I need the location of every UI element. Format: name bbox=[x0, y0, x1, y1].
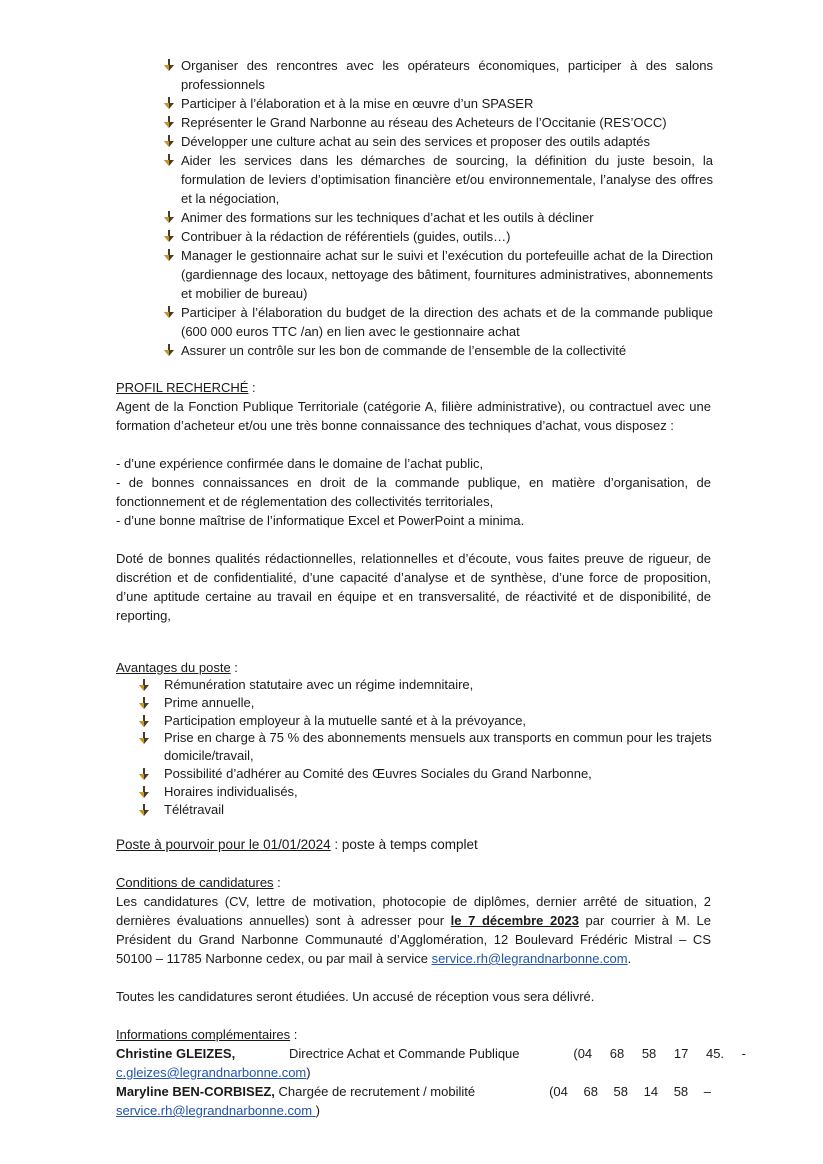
avantage-item-text: Participation employeur à la mutuelle santé et à la prévoyance, bbox=[164, 712, 527, 728]
profil-intro: Agent de la Fonction Publique Territoriale (catégorie A, filière administrative), ou contractuel avec une formation d’acheteur et/ou une très bonne connaissance des techniques d’achat, vous disposez : bbox=[116, 399, 711, 433]
bullet-arrow-icon bbox=[163, 306, 175, 318]
mission-item bbox=[163, 208, 713, 227]
avantage-item bbox=[138, 694, 713, 712]
mission-item-text: Assurer un contrôle sur les bon de commande de l’ensemble de la collectivité bbox=[181, 343, 627, 358]
profil-qualities: Doté de bonnes qualités rédactionnelles, relationnelles et d’écoute, vous faites preuve de rigueur, de discrétion et de confidentialité, d’une capacité d’analyse et de synthèse, d’une force de proposition, d’une aptitude certaine au travail en équipe et en transversalité, de réactivité et de disponibilité, de reporting, bbox=[116, 551, 711, 623]
profil-item: - d’une bonne maîtrise de l’informatique Excel et PowerPoint a minima. bbox=[116, 513, 525, 528]
avantage-item bbox=[138, 801, 713, 819]
mission-item-text: Organiser des rencontres avec les opérateurs économiques, participer à des salons professionnels bbox=[181, 58, 713, 92]
contact-1-role: Directrice Achat et Commande Publique bbox=[289, 1046, 520, 1061]
bullet-arrow-icon bbox=[138, 679, 150, 691]
avantage-item-text: Horaires individualisés, bbox=[164, 783, 298, 799]
contact-2-name: Maryline BEN-CORBISEZ, bbox=[116, 1084, 275, 1099]
mission-item-text: Représenter le Grand Narbonne au réseau des Acheteurs de l’Occitanie (RES’OCC) bbox=[181, 115, 667, 130]
avantage-item-text: Prime annuelle, bbox=[164, 694, 255, 710]
mission-item-text: Aider les services dans les démarches de sourcing, la définition du juste besoin, la formulation de leviers d’optimisation financière et/ou environnementale, l’analyse des offres et la négociation, bbox=[181, 153, 713, 206]
bullet-arrow-icon bbox=[163, 211, 175, 223]
bullet-arrow-icon bbox=[138, 804, 150, 816]
bullet-arrow-icon bbox=[138, 732, 150, 744]
avantages-heading-line: Avantages du poste : bbox=[116, 660, 238, 675]
mission-item bbox=[163, 303, 713, 341]
avantage-item bbox=[138, 712, 713, 730]
contact-2-role: Chargée de recrutement / mobilité bbox=[278, 1084, 476, 1099]
mission-item bbox=[163, 113, 713, 132]
bullet-arrow-icon bbox=[163, 154, 175, 166]
avantage-item bbox=[138, 676, 713, 694]
mission-item-text: Développer une culture achat au sein des services et proposer des outils adaptés bbox=[181, 134, 651, 149]
bullet-arrow-icon bbox=[163, 344, 175, 356]
bullet-arrow-icon bbox=[163, 59, 175, 71]
contact-1 bbox=[116, 1044, 746, 1063]
deadline: le 7 décembre 2023 bbox=[450, 913, 579, 928]
poste-detail: : poste à temps complet bbox=[330, 837, 478, 852]
mission-item bbox=[163, 246, 713, 303]
contact-1-email-link[interactable]: c.gleizes@legrandnarbonne.com bbox=[116, 1065, 307, 1080]
contact-2-phone: (04 68 58 14 58 – bbox=[549, 1084, 711, 1099]
profil-section bbox=[116, 378, 711, 625]
bullet-arrow-icon bbox=[163, 135, 175, 147]
avantage-item-text: Prise en charge à 75 % des abonnements mensuels aux transports en commun pour les trajets domicile/travail, bbox=[164, 730, 712, 764]
avantage-item-text: Rémunération statutaire avec un régime indemnitaire, bbox=[164, 677, 474, 692]
conditions-heading: Conditions de candidatures bbox=[116, 875, 274, 890]
bullet-arrow-icon bbox=[163, 230, 175, 242]
poste-section bbox=[116, 835, 711, 854]
mission-item bbox=[163, 341, 713, 360]
missions-list bbox=[163, 56, 713, 360]
avantage-item-text: Possibilité d’adhérer au Comité des Œuvres Sociales du Grand Narbonne, bbox=[164, 765, 592, 781]
mission-item-text: Manager le gestionnaire achat sur le suivi et l’exécution du portefeuille achat de la Direction (gardiennage des locaux, nettoyage des bâtiment, fournitures administratives, abonnements et mobilier de bureau) bbox=[181, 248, 713, 301]
mission-item bbox=[163, 94, 713, 113]
service-rh-email-link[interactable]: service.rh@legrandnarbonne.com bbox=[431, 951, 628, 966]
avantage-item-text: Télétravail bbox=[164, 801, 224, 817]
bullet-arrow-icon bbox=[138, 768, 150, 780]
contact-1-name: Christine GLEIZES, bbox=[116, 1046, 236, 1061]
bullet-arrow-icon bbox=[163, 249, 175, 261]
mission-item bbox=[163, 151, 713, 208]
contact-2 bbox=[116, 1082, 711, 1101]
avantage-item bbox=[138, 765, 713, 783]
bullet-arrow-icon bbox=[138, 715, 150, 727]
bullet-arrow-icon bbox=[138, 786, 150, 798]
avantage-item bbox=[138, 783, 713, 801]
mission-item-text: Participer à l’élaboration et à la mise en œuvre d’un SPASER bbox=[181, 96, 534, 111]
profil-item: - d’une expérience confirmée dans le domaine de l’achat public, bbox=[116, 456, 484, 471]
mission-item-text: Animer des formations sur les techniques d’achat et les outils à décliner bbox=[181, 210, 594, 225]
profil-heading: PROFIL RECHERCHÉ bbox=[116, 380, 249, 395]
avantages-heading: Avantages du poste bbox=[116, 660, 231, 675]
conditions-section: Conditions de candidatures : Les candidatures (CV, lettre de motivation, photocopie de diplômes, dernier arrêté de situation, 2 dernières évaluations annuelles) sont à adresser pour le 7 décembre 2023 par courrier à M. Le Président du Grand Narbonne Communauté d’Agglomération, 12 Boulevard Frédéric Mistral – CS 50100 – 11785 Narbonne cedex, ou par mail à service service.rh@legrandnarbonne.com. Toutes les candidatures seront étudiées. Un accusé de réception vous sera délivré. Informations complémentaires : Christine GLEIZES, Directrice Achat et Commande Publique (04 68 58 17 45. - c.gleizes@legrandnarbonne.com) Maryline BEN-CORBISEZ, Chargée de recrutement / mobilité (04 68 58 14 58 – service.rh@legrandnarbonne.com ) bbox=[116, 875, 746, 1118]
mission-item-text: Contribuer à la rédaction de référentiels (guides, outils…) bbox=[181, 229, 511, 244]
avantage-item bbox=[138, 729, 713, 765]
conditions-text: Les candidatures (CV, lettre de motivation, photocopie de diplômes, dernier arrêté de situation, 2 dernières évaluations annuelles) sont à adresser pour le 7 décembre 2023 par courrier à M. Le Président du Grand Narbonne Communauté d’Agglomération, 12 Boulevard Frédéric Mistral – CS 50100 – 11785 Narbonne cedex, ou par mail à service service.rh@legrandnarbonne.com. bbox=[116, 894, 712, 966]
mission-item bbox=[163, 56, 713, 94]
notice-text: Toutes les candidatures seront étudiées. Un accusé de réception vous sera délivré. bbox=[116, 989, 595, 1004]
mission-item bbox=[163, 227, 713, 246]
poste-heading: Poste à pourvoir pour le 01/01/2024 bbox=[116, 837, 331, 852]
avantages-list bbox=[138, 676, 713, 818]
profil-item: - de bonnes connaissances en droit de la commande publique, en matière d’organisation, de fonctionnement et de réglementation des collectivités territoriales, bbox=[116, 475, 711, 509]
contact-1-phone: (04 68 58 17 45. - bbox=[573, 1046, 746, 1061]
infos-heading: Informations complémentaires bbox=[116, 1027, 291, 1042]
bullet-arrow-icon bbox=[138, 697, 150, 709]
mission-item bbox=[163, 132, 713, 151]
profil-heading-line: PROFIL RECHERCHÉ : bbox=[116, 380, 256, 395]
bullet-arrow-icon bbox=[163, 116, 175, 128]
bullet-arrow-icon bbox=[163, 97, 175, 109]
mission-item-text: Participer à l’élaboration du budget de la direction des achats et de la commande publique (600 000 euros TTC /an) en lien avec le gestionnaire achat bbox=[181, 305, 713, 339]
contact-2-email-link[interactable]: service.rh@legrandnarbonne.com bbox=[116, 1103, 316, 1118]
